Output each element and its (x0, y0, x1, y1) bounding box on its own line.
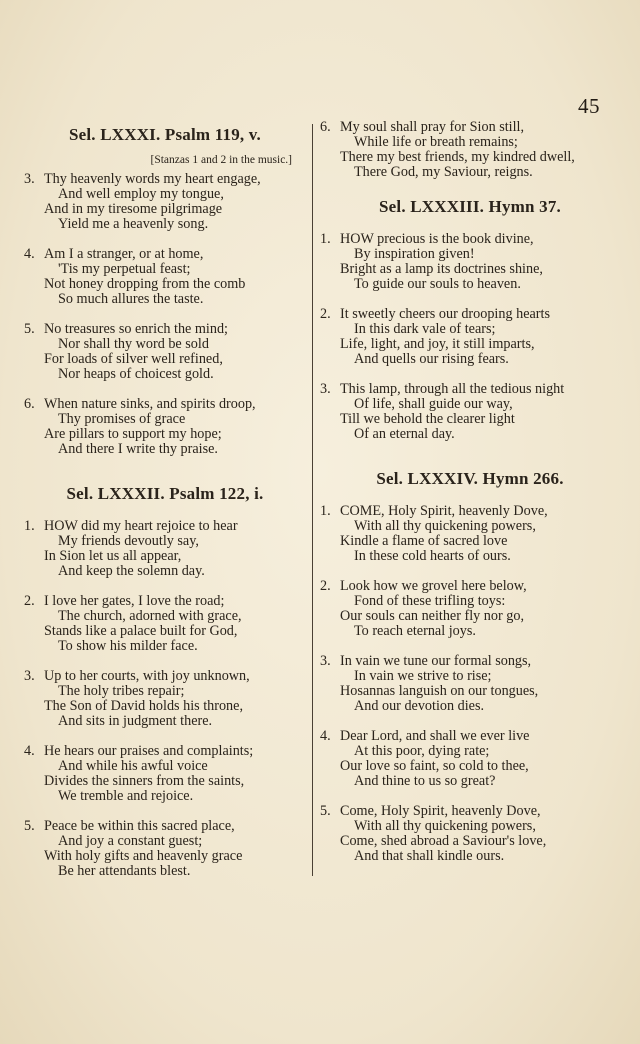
verse-line: In Sion let us all appear, (44, 548, 182, 564)
verse-line: Yield me a heavenly song. (58, 216, 209, 232)
stanza (320, 382, 620, 442)
hymn-section (320, 120, 620, 180)
verse-line: To guide our souls to heaven. (354, 276, 521, 292)
verse-line: Am I a stranger, or at home, (44, 246, 204, 262)
verse-line: In these cold hearts of ours. (354, 548, 511, 564)
verse-line: COME, Holy Spirit, heavenly Dove, (340, 503, 548, 519)
stanza (24, 322, 306, 382)
verse-line: HOW precious is the book divine, (340, 231, 534, 247)
stanza (320, 654, 620, 714)
verse-line: Nor heaps of choicest gold. (58, 366, 214, 382)
stanza-number: 1. (320, 503, 331, 519)
hymn-heading: Sel. LXXXII. Psalm 122, i. (66, 484, 264, 503)
verse-line: And keep the solemn day. (58, 563, 205, 579)
verse-line: In this dark vale of tears; (354, 321, 496, 337)
stanza-note: [Stanzas 1 and 2 in the music.] (150, 154, 292, 166)
verse-line: We tremble and rejoice. (58, 788, 194, 804)
verse-line: Kindle a flame of sacred love (340, 533, 508, 549)
verse-line: This lamp, through all the tedious night (340, 381, 565, 397)
verse-line: Peace be within this sacred place, (44, 818, 235, 834)
verse-line: For loads of silver well refined, (44, 351, 223, 367)
verse-line: Divides the sinners from the saints, (44, 773, 245, 789)
verse-line: Not honey dropping from the comb (44, 276, 246, 292)
verse-line: Be her attendants blest. (58, 863, 191, 879)
verse-line: And quells our rising fears. (354, 351, 509, 367)
verse-line: And joy a constant guest; (58, 833, 203, 849)
stanza (24, 397, 306, 457)
verse-line: Life, light, and joy, it still imparts, (340, 336, 535, 352)
verse-line: Of an eternal day. (354, 426, 455, 442)
verse-line: To show his milder face. (58, 638, 198, 654)
verse-line: When nature sinks, and spirits droop, (44, 396, 256, 412)
page-number: 45 (578, 94, 600, 118)
stanza (24, 819, 306, 879)
stanza (320, 579, 620, 639)
stanza (24, 172, 306, 232)
stanza-number: 6. (24, 396, 35, 412)
stanza-number: 3. (320, 653, 331, 669)
verse-line: Stands like a palace built for God, (44, 623, 238, 639)
verse-line: There my best friends, my kindred dwell, (340, 149, 575, 165)
verse-line: I love her gates, I love the road; (44, 593, 225, 609)
verse-line: 'Tis my perpetual feast; (58, 261, 191, 277)
left-column (24, 120, 306, 879)
hymn-heading: Sel. LXXXI. Psalm 119, v. (68, 125, 262, 144)
stanza-number: 4. (24, 246, 35, 262)
verse-line: And while his awful voice (58, 758, 208, 774)
stanza (24, 744, 306, 804)
verse-line: The church, adorned with grace, (58, 608, 242, 624)
column-divider (312, 124, 313, 876)
hymn-heading: Sel. LXXXIII. Hymn 37. (379, 197, 561, 216)
verse-line: By inspiration given! (354, 246, 475, 262)
verse-line: Up to her courts, with joy unknown, (44, 668, 250, 684)
verse-line: Dear Lord, and shall we ever live (340, 728, 530, 744)
stanza-number: 5. (24, 818, 35, 834)
verse-line: With all thy quickening powers, (354, 818, 536, 834)
hymn-section (320, 468, 620, 864)
verse-line: It sweetly cheers our drooping hearts (340, 306, 550, 322)
stanza-number: 4. (24, 743, 35, 759)
verse-line: He hears our praises and complaints; (44, 743, 254, 759)
verse-line: And in my tiresome pilgrimage (44, 201, 223, 217)
verse-line: And sits in judgment there. (58, 713, 213, 729)
verse-line: Till we behold the clearer light (340, 411, 515, 427)
verse-line: Thy promises of grace (58, 411, 186, 427)
stanza (320, 307, 620, 367)
verse-line: Are pillars to support my hope; (44, 426, 222, 442)
verse-line: My friends devoutly say, (58, 533, 199, 549)
verse-line: The holy tribes repair; (58, 683, 185, 699)
stanza-number: 2. (320, 578, 331, 594)
verse-line: And there I write thy praise. (58, 441, 218, 457)
verse-line: Of life, shall guide our way, (354, 396, 513, 412)
hymn-section (24, 483, 306, 879)
verse-line: Our souls can neither fly nor go, (340, 608, 525, 624)
verse-line: Hosannas languish on our tongues, (340, 683, 539, 699)
stanza (24, 247, 306, 307)
verse-line: Come, Holy Spirit, heavenly Dove, (340, 803, 541, 819)
right-column (320, 120, 620, 864)
verse-line: In vain we tune our formal songs, (340, 653, 532, 669)
verse-line: At this poor, dying rate; (354, 743, 490, 759)
verse-line: There God, my Saviour, reigns. (354, 164, 533, 180)
verse-line: Thy heavenly words my heart engage, (44, 171, 261, 187)
stanza-number: 3. (320, 381, 331, 397)
verse-line: My soul shall pray for Sion still, (340, 119, 525, 135)
stanza (320, 804, 620, 864)
stanza (320, 729, 620, 789)
stanza-number: 2. (320, 306, 331, 322)
verse-line: In vain we strive to rise; (354, 668, 492, 684)
stanza (320, 504, 620, 564)
stanza-number: 1. (320, 231, 331, 247)
verse-line: So much allures the taste. (58, 291, 204, 307)
stanza-number: 5. (24, 321, 35, 337)
stanza-number: 4. (320, 728, 331, 744)
verse-line: With all thy quickening powers, (354, 518, 536, 534)
stanza (320, 120, 620, 180)
verse-line: Look how we grovel here below, (340, 578, 527, 594)
verse-line: Nor shall thy word be sold (58, 336, 209, 352)
hymn-section (24, 124, 306, 457)
hymn-section (320, 196, 620, 442)
verse-line: And our devotion dies. (354, 698, 485, 714)
stanza (24, 594, 306, 654)
verse-line: And well employ my tongue, (58, 186, 224, 202)
stanza (24, 669, 306, 729)
verse-line: The Son of David holds his throne, (44, 698, 243, 714)
verse-line: Our love so faint, so cold to thee, (340, 758, 529, 774)
stanza-number: 5. (320, 803, 331, 819)
verse-line: To reach eternal joys. (354, 623, 476, 639)
verse-line: Fond of these trifling toys: (354, 593, 506, 609)
verse-line: HOW did my heart rejoice to hear (44, 518, 238, 534)
verse-line: No treasures so enrich the mind; (44, 321, 228, 337)
stanza (24, 519, 306, 579)
stanza-number: 1. (24, 518, 35, 534)
verse-line: And that shall kindle ours. (354, 848, 505, 864)
verse-line: Bright as a lamp its doctrines shine, (340, 261, 543, 277)
stanza-number: 2. (24, 593, 35, 609)
stanza (320, 232, 620, 292)
verse-line: With holy gifts and heavenly grace (44, 848, 243, 864)
verse-line: Come, shed abroad a Saviour's love, (340, 833, 547, 849)
verse-line: And thine to us so great? (354, 773, 496, 789)
stanza-number: 3. (24, 171, 35, 187)
verse-line: While life or breath remains; (354, 134, 518, 150)
stanza-number: 3. (24, 668, 35, 684)
stanza-number: 6. (320, 119, 331, 135)
hymn-heading: Sel. LXXXIV. Hymn 266. (376, 469, 564, 488)
